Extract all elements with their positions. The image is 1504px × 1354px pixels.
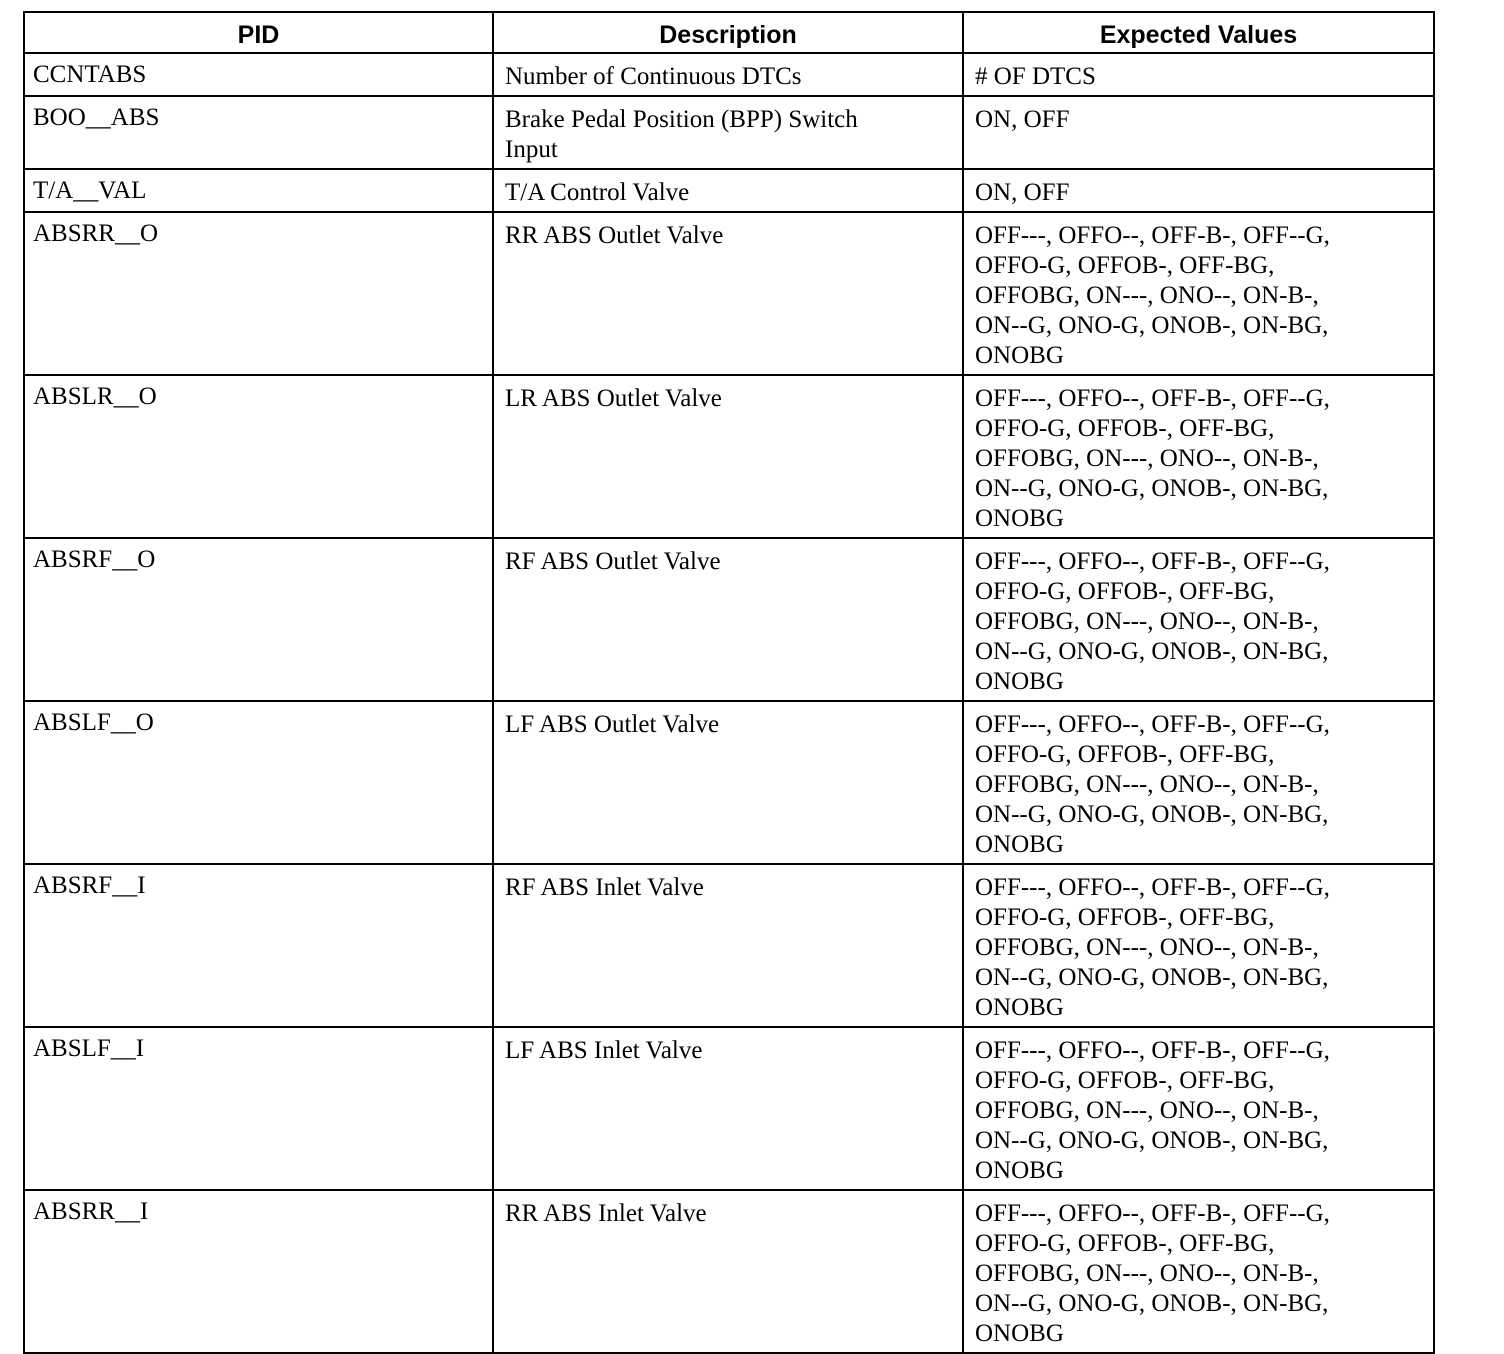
pid-cell: CCNTABS [24, 53, 493, 96]
header-pid: PID [24, 12, 493, 53]
description-cell: RF ABS Outlet Valve [493, 538, 963, 701]
pid-cell: ABSLF__I [24, 1027, 493, 1190]
description-cell: RF ABS Inlet Valve [493, 864, 963, 1027]
pid-table [23, 11, 1435, 1354]
description-cell: Brake Pedal Position (BPP) Switch Input [493, 96, 963, 169]
description-cell: LF ABS Inlet Valve [493, 1027, 963, 1190]
pid-cell: BOO__ABS [24, 96, 493, 169]
pid-cell: ABSLR__O [24, 375, 493, 538]
expected-values-cell: # OF DTCS [963, 53, 1434, 96]
table-row [24, 864, 1434, 1027]
table-row [24, 1027, 1434, 1190]
expected-values-cell: OFF---, OFFO--, OFF-B-, OFF--G, OFFO-G, OFFOB-, OFF-BG, OFFOBG, ON---, ONO--, ON-B-, ON--G, ONO-G, ONOB-, ON-BG, ONOBG [963, 212, 1434, 375]
header-expected-values: Expected Values [963, 12, 1434, 53]
description-cell: RR ABS Outlet Valve [493, 212, 963, 375]
pid-cell: ABSRR__I [24, 1190, 493, 1353]
header-description: Description [493, 12, 963, 53]
description-cell: T/A Control Valve [493, 169, 963, 212]
pid-cell: T/A__VAL [24, 169, 493, 212]
pid-cell: ABSRF__I [24, 864, 493, 1027]
expected-values-cell: OFF---, OFFO--, OFF-B-, OFF--G, OFFO-G, OFFOB-, OFF-BG, OFFOBG, ON---, ONO--, ON-B-, ON--G, ONO-G, ONOB-, ON-BG, ONOBG [963, 538, 1434, 701]
pid-cell: ABSRF__O [24, 538, 493, 701]
expected-values-cell: ON, OFF [963, 169, 1434, 212]
description-cell: LF ABS Outlet Valve [493, 701, 963, 864]
table-row [24, 96, 1434, 169]
pid-cell: ABSLF__O [24, 701, 493, 864]
table-row [24, 375, 1434, 538]
table-row [24, 1190, 1434, 1353]
table-row [24, 701, 1434, 864]
expected-values-cell: OFF---, OFFO--, OFF-B-, OFF--G, OFFO-G, OFFOB-, OFF-BG, OFFOBG, ON---, ONO--, ON-B-, ON--G, ONO-G, ONOB-, ON-BG, ONOBG [963, 1027, 1434, 1190]
table-row [24, 53, 1434, 96]
description-cell: Number of Continuous DTCs [493, 53, 963, 96]
description-cell: RR ABS Inlet Valve [493, 1190, 963, 1353]
expected-values-cell: OFF---, OFFO--, OFF-B-, OFF--G, OFFO-G, OFFOB-, OFF-BG, OFFOBG, ON---, ONO--, ON-B-, ON--G, ONO-G, ONOB-, ON-BG, ONOBG [963, 1190, 1434, 1353]
table-row [24, 212, 1434, 375]
table-header-row [24, 12, 1434, 53]
expected-values-cell: OFF---, OFFO--, OFF-B-, OFF--G, OFFO-G, OFFOB-, OFF-BG, OFFOBG, ON---, ONO--, ON-B-, ON--G, ONO-G, ONOB-, ON-BG, ONOBG [963, 375, 1434, 538]
expected-values-cell: ON, OFF [963, 96, 1434, 169]
pid-cell: ABSRR__O [24, 212, 493, 375]
description-cell: LR ABS Outlet Valve [493, 375, 963, 538]
expected-values-cell: OFF---, OFFO--, OFF-B-, OFF--G, OFFO-G, OFFOB-, OFF-BG, OFFOBG, ON---, ONO--, ON-B-, ON--G, ONO-G, ONOB-, ON-BG, ONOBG [963, 864, 1434, 1027]
table-row [24, 169, 1434, 212]
expected-values-cell: OFF---, OFFO--, OFF-B-, OFF--G, OFFO-G, OFFOB-, OFF-BG, OFFOBG, ON---, ONO--, ON-B-, ON--G, ONO-G, ONOB-, ON-BG, ONOBG [963, 701, 1434, 864]
table-row [24, 538, 1434, 701]
